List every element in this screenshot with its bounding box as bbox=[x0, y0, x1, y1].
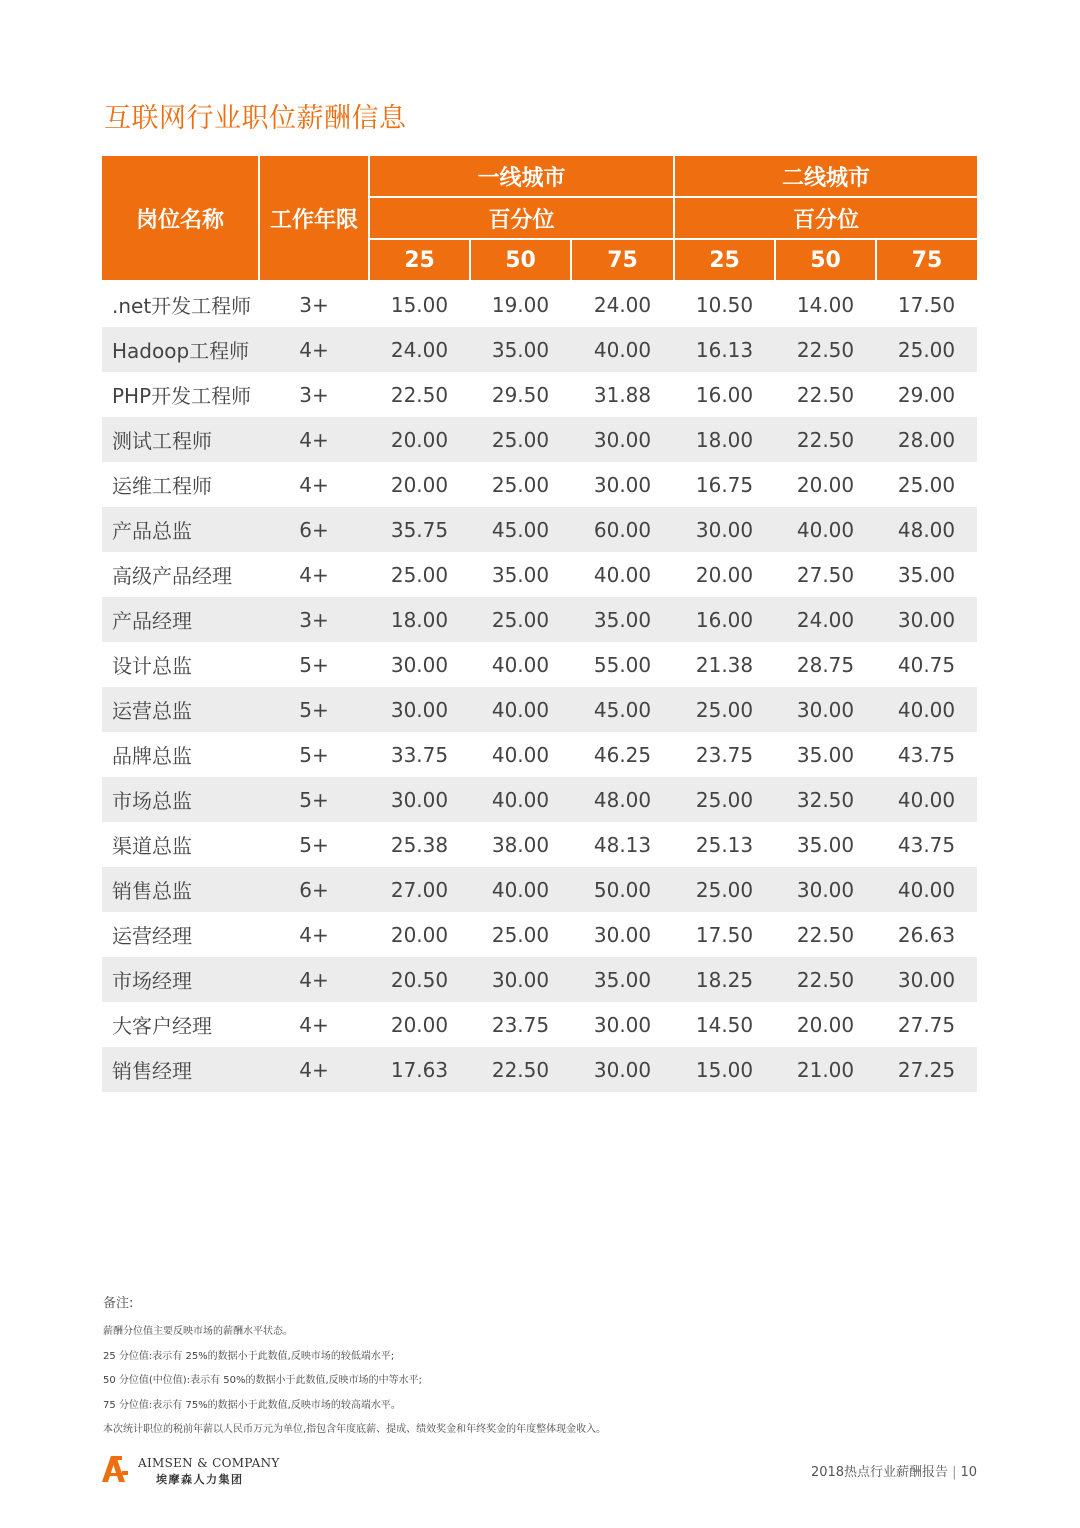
salary-tier2-p25: 25.00 bbox=[674, 867, 775, 912]
salary-tier2-p25: 18.25 bbox=[674, 957, 775, 1002]
header-tier2-percentile: 百分位 bbox=[674, 197, 977, 239]
salary-tier1-p50: 40.00 bbox=[470, 687, 571, 732]
work-years: 4+ bbox=[259, 327, 369, 372]
salary-tier1-p50: 40.00 bbox=[491, 652, 550, 677]
salary-tier2-p50: 35.00 bbox=[796, 742, 855, 767]
position-name: 设计总监 bbox=[112, 654, 192, 678]
header-position-name: 岗位名称 bbox=[102, 156, 259, 281]
work-years: 4+ bbox=[259, 1047, 369, 1092]
position-name: .net开发工程师 bbox=[112, 294, 252, 318]
table-row bbox=[102, 327, 977, 372]
salary-tier1-p75: 31.88 bbox=[593, 382, 652, 407]
work-years: 4+ bbox=[299, 1012, 329, 1037]
salary-tier2-p75: 25.00 bbox=[897, 472, 956, 497]
position-name: 运营经理 bbox=[112, 924, 192, 948]
salary-tier1-p50: 22.50 bbox=[470, 1047, 571, 1092]
salary-tier2-p25: 16.00 bbox=[674, 597, 775, 642]
salary-tier1-p25: 25.00 bbox=[390, 562, 449, 587]
header-tier2-p75: 75 bbox=[876, 239, 977, 281]
salary-tier2-p50: 22.50 bbox=[796, 922, 855, 947]
position-name: PHP开发工程师 bbox=[112, 384, 252, 408]
work-years: 5+ bbox=[299, 742, 329, 767]
salary-tier1-p50: 45.00 bbox=[470, 507, 571, 552]
work-years: 5+ bbox=[299, 832, 329, 857]
salary-tier1-p75: 46.25 bbox=[593, 742, 652, 767]
table-header bbox=[102, 156, 977, 281]
work-years: 4+ bbox=[259, 417, 369, 462]
salary-tier2-p75: 48.00 bbox=[876, 507, 977, 552]
salary-tier1-p50: 29.50 bbox=[491, 382, 550, 407]
salary-tier2-p50: 27.50 bbox=[796, 562, 855, 587]
note-line: 75 分位值:表示有 75%的数据小于此数值,反映市场的较高端水平。 bbox=[103, 1399, 401, 1411]
table-row bbox=[102, 597, 977, 642]
position-name: 大客户经理 bbox=[112, 1014, 212, 1038]
position-name: 市场总监 bbox=[102, 777, 259, 822]
header-tier2-city: 二线城市 bbox=[674, 156, 977, 197]
salary-tier1-p50: 40.00 bbox=[470, 867, 571, 912]
salary-table bbox=[102, 156, 977, 1092]
table-row bbox=[102, 552, 977, 597]
salary-tier2-p50: 32.50 bbox=[775, 777, 876, 822]
salary-tier1-p50: 40.00 bbox=[470, 777, 571, 822]
salary-tier1-p75: 40.00 bbox=[593, 562, 652, 587]
salary-tier2-p75: 17.50 bbox=[897, 292, 956, 317]
salary-tier2-p50: 40.00 bbox=[775, 507, 876, 552]
page-number: 10 bbox=[960, 1465, 977, 1480]
logo-chinese-name: 埃摩森人力集团 bbox=[156, 1473, 244, 1486]
salary-tier2-p50: 22.50 bbox=[796, 382, 855, 407]
salary-tier2-p25: 20.00 bbox=[695, 562, 754, 587]
salary-tier2-p50: 30.00 bbox=[775, 867, 876, 912]
work-years: 3+ bbox=[259, 597, 369, 642]
salary-tier2-p75: 35.00 bbox=[897, 562, 956, 587]
salary-tier1-p25: 30.00 bbox=[369, 777, 470, 822]
table-row bbox=[102, 957, 977, 1002]
salary-tier2-p25: 16.00 bbox=[695, 382, 754, 407]
salary-tier2-p50: 22.50 bbox=[775, 957, 876, 1002]
position-name: 高级产品经理 bbox=[112, 564, 232, 588]
table-row bbox=[102, 462, 977, 507]
salary-tier1-p25: 35.75 bbox=[369, 507, 470, 552]
salary-tier2-p50: 28.75 bbox=[796, 652, 855, 677]
work-years: 3+ bbox=[299, 382, 329, 407]
header-tier2-p25: 25 bbox=[674, 239, 775, 281]
salary-tier2-p75: 28.00 bbox=[876, 417, 977, 462]
header-tier1-p25: 25 bbox=[369, 239, 470, 281]
salary-tier1-p25: 25.38 bbox=[390, 832, 449, 857]
work-years: 4+ bbox=[299, 922, 329, 947]
salary-tier1-p25: 24.00 bbox=[369, 327, 470, 372]
salary-tier1-p25: 27.00 bbox=[369, 867, 470, 912]
salary-tier1-p50: 35.00 bbox=[491, 562, 550, 587]
table-row bbox=[102, 732, 977, 777]
salary-tier1-p50: 25.00 bbox=[470, 417, 571, 462]
note-line: 50 分位值(中位值):表示有 50%的数据小于此数值,反映市场的中等水平; bbox=[103, 1375, 423, 1386]
salary-tier1-p75: 35.00 bbox=[571, 957, 674, 1002]
page-footer bbox=[811, 1461, 977, 1480]
position-name: 产品经理 bbox=[102, 597, 259, 642]
salary-tier2-p50: 20.00 bbox=[796, 472, 855, 497]
salary-tier2-p75: 40.00 bbox=[876, 867, 977, 912]
salary-tier2-p75: 26.63 bbox=[897, 922, 956, 947]
report-title: 2018热点行业薪酬报告 bbox=[810, 1465, 949, 1480]
salary-tier2-p25: 23.75 bbox=[695, 742, 754, 767]
salary-tier2-p25: 30.00 bbox=[674, 507, 775, 552]
salary-tier1-p75: 30.00 bbox=[593, 922, 652, 947]
aimsen-logo-icon bbox=[102, 1455, 130, 1483]
salary-tier1-p25: 17.63 bbox=[369, 1047, 470, 1092]
salary-tier2-p75: 25.00 bbox=[876, 327, 977, 372]
salary-tier1-p25: 15.00 bbox=[390, 292, 449, 317]
salary-tier2-p75: 27.25 bbox=[876, 1047, 977, 1092]
table-row bbox=[102, 417, 977, 462]
position-name: 销售总监 bbox=[102, 867, 259, 912]
salary-tier2-p75: 40.00 bbox=[876, 777, 977, 822]
table-row bbox=[102, 822, 977, 867]
salary-tier2-p25: 25.00 bbox=[674, 687, 775, 732]
salary-tier2-p50: 20.00 bbox=[796, 1012, 855, 1037]
salary-tier2-p75: 30.00 bbox=[876, 597, 977, 642]
work-years: 5+ bbox=[259, 777, 369, 822]
company-logo bbox=[102, 1455, 302, 1489]
salary-tier1-p75: 55.00 bbox=[593, 652, 652, 677]
salary-tier1-p75: 48.13 bbox=[593, 832, 652, 857]
salary-tier2-p50: 14.00 bbox=[796, 292, 855, 317]
salary-tier2-p75: 40.00 bbox=[876, 687, 977, 732]
salary-tier2-p25: 16.13 bbox=[674, 327, 775, 372]
salary-tier2-p25: 14.50 bbox=[695, 1012, 754, 1037]
footer-separator: | bbox=[952, 1465, 957, 1480]
salary-tier2-p75: 43.75 bbox=[897, 832, 956, 857]
salary-tier1-p75: 30.00 bbox=[571, 1047, 674, 1092]
salary-tier2-p75: 29.00 bbox=[897, 382, 956, 407]
salary-tier1-p25: 20.00 bbox=[390, 922, 449, 947]
salary-tier2-p25: 18.00 bbox=[674, 417, 775, 462]
position-name: Hadoop工程师 bbox=[102, 327, 259, 372]
salary-tier1-p75: 30.00 bbox=[571, 417, 674, 462]
salary-tier2-p75: 40.75 bbox=[897, 652, 956, 677]
salary-tier2-p50: 35.00 bbox=[796, 832, 855, 857]
work-years: 6+ bbox=[259, 507, 369, 552]
salary-tier2-p25: 10.50 bbox=[695, 292, 754, 317]
note-line: 薪酬分位值主要反映市场的薪酬水平状态。 bbox=[103, 1326, 293, 1337]
salary-tier1-p25: 18.00 bbox=[369, 597, 470, 642]
position-name: 测试工程师 bbox=[102, 417, 259, 462]
salary-tier1-p75: 30.00 bbox=[593, 472, 652, 497]
salary-tier1-p25: 20.00 bbox=[390, 1012, 449, 1037]
table-body bbox=[102, 281, 977, 1092]
salary-tier1-p25: 20.00 bbox=[369, 417, 470, 462]
salary-tier2-p75: 27.75 bbox=[897, 1012, 956, 1037]
salary-tier1-p50: 25.00 bbox=[491, 922, 550, 947]
salary-tier1-p50: 19.00 bbox=[491, 292, 550, 317]
work-years: 6+ bbox=[259, 867, 369, 912]
salary-tier2-p50: 21.00 bbox=[775, 1047, 876, 1092]
position-name: 市场经理 bbox=[102, 957, 259, 1002]
note-line: 25 分位值:表示有 25%的数据小于此数值,反映市场的较低端水平; bbox=[103, 1350, 395, 1362]
salary-tier1-p50: 25.00 bbox=[470, 597, 571, 642]
salary-tier2-p50: 30.00 bbox=[775, 687, 876, 732]
salary-tier1-p50: 40.00 bbox=[491, 742, 550, 767]
table-row bbox=[102, 867, 977, 912]
salary-tier2-p25: 16.75 bbox=[695, 472, 754, 497]
salary-tier1-p25: 30.00 bbox=[369, 687, 470, 732]
salary-tier2-p50: 22.50 bbox=[775, 327, 876, 372]
salary-tier1-p25: 33.75 bbox=[390, 742, 449, 767]
salary-tier1-p25: 20.00 bbox=[390, 472, 449, 497]
table-row bbox=[102, 507, 977, 552]
table-row bbox=[102, 1002, 977, 1047]
position-name: 品牌总监 bbox=[112, 744, 192, 768]
salary-tier1-p75: 45.00 bbox=[571, 687, 674, 732]
salary-tier2-p25: 25.00 bbox=[674, 777, 775, 822]
salary-tier1-p50: 25.00 bbox=[491, 472, 550, 497]
position-name: 运维工程师 bbox=[112, 474, 212, 498]
table-row bbox=[102, 281, 977, 327]
table-row bbox=[102, 372, 977, 417]
salary-tier1-p75: 24.00 bbox=[593, 292, 652, 317]
salary-tier1-p25: 20.50 bbox=[369, 957, 470, 1002]
salary-tier1-p75: 60.00 bbox=[571, 507, 674, 552]
salary-tier2-p25: 17.50 bbox=[695, 922, 754, 947]
salary-tier1-p50: 38.00 bbox=[491, 832, 550, 857]
salary-tier2-p75: 30.00 bbox=[876, 957, 977, 1002]
header-tier1-p75: 75 bbox=[571, 239, 674, 281]
note-line: 本次统计职位的税前年薪以人民币万元为单位,指包含年度底薪、提成、绩效奖金和年终奖金的年度整体现金收入。 bbox=[103, 1424, 607, 1435]
salary-tier1-p50: 23.75 bbox=[491, 1012, 550, 1037]
work-years: 3+ bbox=[299, 292, 329, 317]
salary-tier1-p75: 50.00 bbox=[571, 867, 674, 912]
salary-tier1-p50: 35.00 bbox=[470, 327, 571, 372]
salary-tier2-p75: 43.75 bbox=[897, 742, 956, 767]
header-tier1-city: 一线城市 bbox=[369, 156, 674, 197]
table-row bbox=[102, 777, 977, 822]
salary-tier2-p25: 21.38 bbox=[695, 652, 754, 677]
salary-tier1-p75: 48.00 bbox=[571, 777, 674, 822]
header-tier1-p50: 50 bbox=[470, 239, 571, 281]
position-name: 销售经理 bbox=[102, 1047, 259, 1092]
salary-tier2-p25: 15.00 bbox=[674, 1047, 775, 1092]
salary-tier2-p50: 24.00 bbox=[775, 597, 876, 642]
header-tier1-percentile: 百分位 bbox=[369, 197, 674, 239]
header-work-years: 工作年限 bbox=[259, 156, 369, 281]
salary-tier2-p50: 22.50 bbox=[775, 417, 876, 462]
notes bbox=[103, 1292, 606, 1443]
salary-tier2-p25: 25.13 bbox=[695, 832, 754, 857]
table-row bbox=[102, 1047, 977, 1092]
position-name: 产品总监 bbox=[102, 507, 259, 552]
salary-tier1-p75: 35.00 bbox=[571, 597, 674, 642]
position-name: 渠道总监 bbox=[112, 834, 192, 858]
work-years: 4+ bbox=[259, 957, 369, 1002]
position-name: 运营总监 bbox=[102, 687, 259, 732]
work-years: 4+ bbox=[299, 562, 329, 587]
table-row bbox=[102, 687, 977, 732]
salary-tier1-p50: 30.00 bbox=[470, 957, 571, 1002]
salary-tier1-p25: 30.00 bbox=[390, 652, 449, 677]
logo-english-name: AIMSEN & COMPANY bbox=[138, 1456, 280, 1470]
salary-tier1-p75: 40.00 bbox=[571, 327, 674, 372]
header-tier2-p50: 50 bbox=[775, 239, 876, 281]
salary-tier1-p75: 30.00 bbox=[593, 1012, 652, 1037]
work-years: 4+ bbox=[299, 472, 329, 497]
salary-tier1-p25: 22.50 bbox=[390, 382, 449, 407]
work-years: 5+ bbox=[299, 652, 329, 677]
table-row bbox=[102, 912, 977, 957]
notes-title: 备注: bbox=[103, 1296, 134, 1311]
table-row bbox=[102, 642, 977, 687]
page-title: 互联网行业职位薪酬信息 bbox=[104, 103, 407, 134]
work-years: 5+ bbox=[259, 687, 369, 732]
